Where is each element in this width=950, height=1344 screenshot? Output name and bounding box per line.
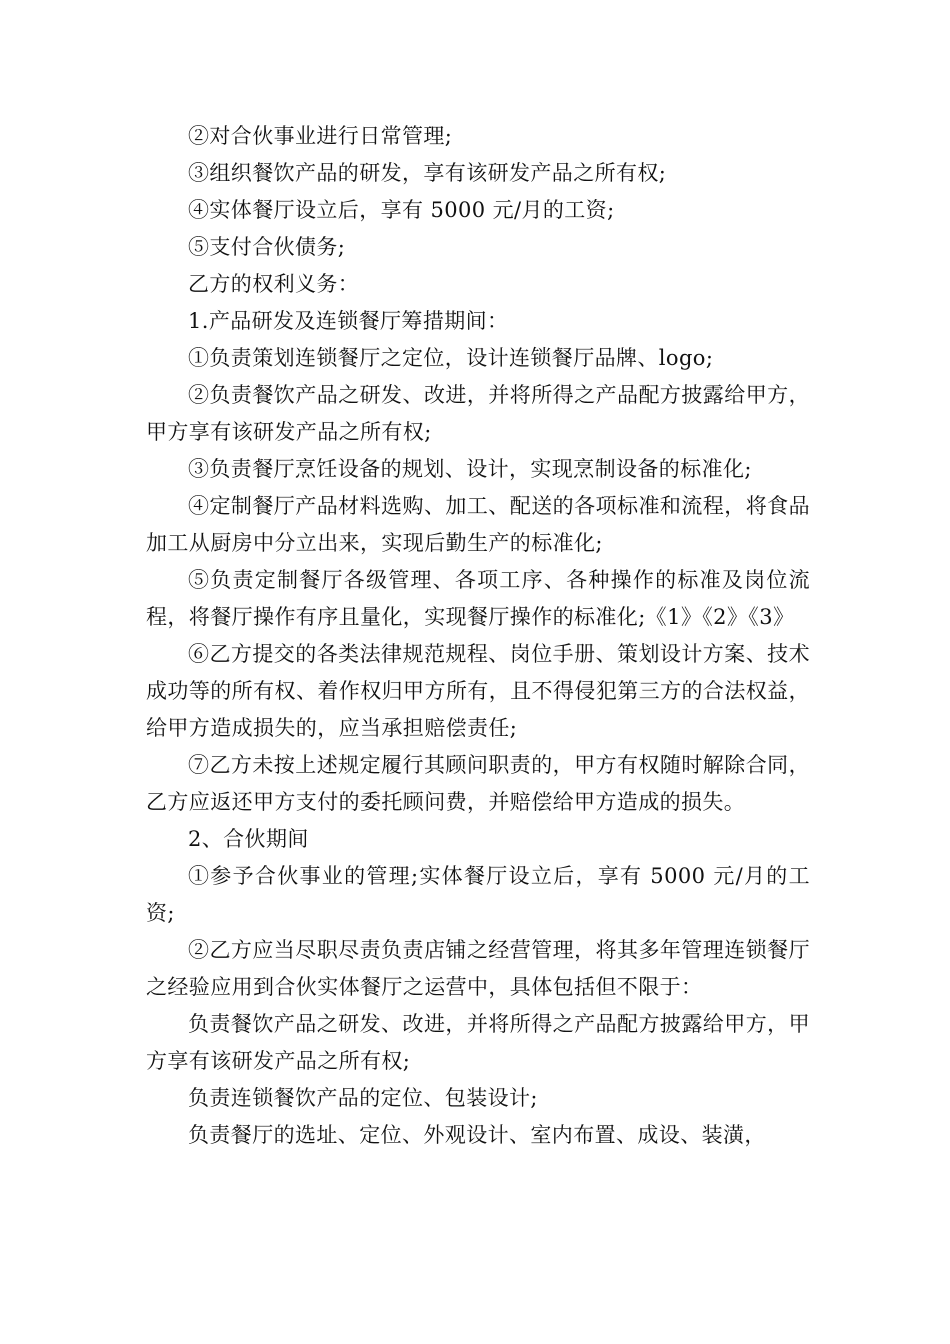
- document-body: [146, 118, 810, 1154]
- section-heading-party-b: 乙方的权利义务：: [188, 272, 360, 296]
- paragraph-pay-debts: ⑤支付合伙债务;: [188, 235, 346, 259]
- paragraph-equipment: ③负责餐厅烹饪设备的规划、设计，实现烹制设备的标准化;: [188, 457, 752, 481]
- paragraph-store-management: ②乙方应当尽职尽责负责店铺之经营管理，将其多年管理连锁餐厅之经验应用到合伙实体餐厅之运营中，具体包括但不限于：: [146, 938, 810, 999]
- paragraph-manage-daily: ②对合伙事业进行日常管理;: [188, 124, 453, 148]
- paragraph-brand-logo: ①负责策划连锁餐厅之定位，设计连锁餐厅品牌、logo;: [188, 346, 714, 370]
- paragraph-packaging: 负责连锁餐饮产品的定位、包装设计;: [188, 1086, 538, 1110]
- paragraph-standards: ⑤负责定制餐厅各级管理、各项工序、各种操作的标准及岗位流程，将餐厅操作有序且量化，实现餐厅操作的标准化;《1》《2》《3》: [146, 568, 810, 629]
- subsection-heading-partnership: 2、合伙期间: [188, 827, 309, 851]
- paragraph-salary-a: ④实体餐厅设立后，享有 5000 元/月的工资;: [188, 198, 615, 222]
- paragraph-site-selection: 负责餐厅的选址、定位、外观设计、室内布置、成设、装潢，: [188, 1123, 766, 1147]
- paragraph-materials: ④定制餐厅产品材料选购、加工、配送的各项标准和流程，将食品加工从厨房中分立出来，实现后勤生产的标准化;: [146, 494, 810, 555]
- subsection-heading-preparation: 1.产品研发及连锁餐厅筹措期间：: [188, 309, 509, 333]
- paragraph-product-rnd-2: 负责餐饮产品之研发、改进，并将所得之产品配方披露给甲方，甲方享有该研发产品之所有权;: [146, 1012, 810, 1073]
- paragraph-ownership: ⑥乙方提交的各类法律规范规程、岗位手册、策划设计方案、技术成功等的所有权、着作权归甲方所有，且不得侵犯第三方的合法权益，给甲方造成损失的，应当承担赔偿责任;: [146, 642, 810, 740]
- paragraph-salary-b: ①参予合伙事业的管理;实体餐厅设立后，享有 5000 元/月的工资;: [146, 864, 810, 925]
- paragraph-product-rnd: ②负责餐饮产品之研发、改进，并将所得之产品配方披露给甲方，甲方享有该研发产品之所有权;: [146, 383, 810, 444]
- paragraph-termination: ⑦乙方未按上述规定履行其顾问职责的，甲方有权随时解除合同，乙方应返还甲方支付的委托顾问费，并赔偿给甲方造成的损失。: [146, 753, 810, 814]
- paragraph-organize-rnd: ③组织餐饮产品的研发，享有该研发产品之所有权;: [188, 161, 667, 185]
